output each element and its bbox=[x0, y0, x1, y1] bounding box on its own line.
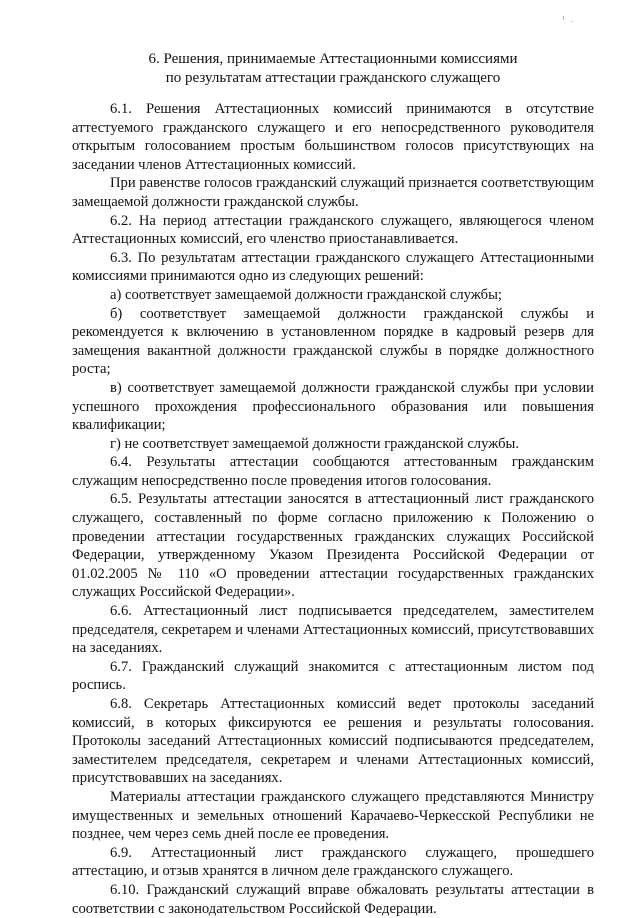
paragraph-6-1: 6.1. Решения Аттестационных комиссий принимаются в отсутствие аттестуемого гражданского служащего и его непосредственного руководителя открытым голосованием простым большинством голосов присутствующих на заседании членов Аттестационных комиссий. bbox=[72, 101, 594, 173]
paragraph-6-8: 6.8. Секретарь Аттестационных комиссий ведет протоколы заседаний комиссий, в которых фиксируются ее решения и результаты голосования. Протоколы заседаний Аттестационных комиссий подписываются председателем, заместителем председателя, секретарем и членами Аттестационных комиссий, присутствовавших на заседаниях. bbox=[72, 696, 594, 787]
paragraph-6-6: 6.6. Аттестационный лист подписывается председателем, заместителем председателя, секретарем и членами Аттестационных комиссий, присутствовавших на заседаниях. bbox=[72, 603, 594, 657]
heading-line-1: 6. Решения, принимаемые Аттестационными комиссиями bbox=[148, 51, 518, 67]
paragraph-6-10: 6.10. Гражданский служащий вправе обжаловать результаты аттестации в соответствии с законодательством Российской Федерации. bbox=[72, 881, 594, 917]
paragraph-materials: Материалы аттестации гражданского служащего представляются Министру имущественных и земельных отношений Карачаево-Черкесской Республики не позднее, чем через семь дней после ее проведения. bbox=[72, 788, 594, 843]
paragraph-6-5: 6.5. Результаты аттестации заносятся в аттестационный лист гражданского служащего, составленный по форме согласно приложению к Положению о проведении аттестации государственных гражданских служащих Российской Федерации, утвержденному Указом Президента Российской Федерации от 01.02.2005 № 110 «О проведении аттестации государственных гражданских служащих Российской Федерации». bbox=[72, 491, 594, 601]
document-body bbox=[72, 100, 594, 918]
paragraph-tie-vote: При равенстве голосов гражданский служащий признается соответствующим замещаемой должности гражданской службы. bbox=[72, 175, 594, 210]
paragraph-6-4: 6.4. Результаты аттестации сообщаются аттестованным гражданским служащим непосредственно после проведения итогов голосования. bbox=[72, 454, 594, 489]
paragraph-6-2: 6.2. На период аттестации гражданского служащего, являющегося членом Аттестационных комиссий, его членство приостанавливается. bbox=[72, 212, 594, 248]
paragraph-6-3: 6.3. По результатам аттестации гражданского служащего Аттестационными комиссиями принимаются одно из следующих решений: bbox=[72, 249, 594, 285]
paragraph-item-g: г) не соответствует замещаемой должности гражданской службы. bbox=[110, 435, 519, 452]
paragraph-item-b: б) соответствует замещаемой должности гражданской службы и рекомендуется к включению в установленном порядке в кадровый резерв для замещения вакантной должности гражданской службы в порядке должностного роста; bbox=[72, 305, 594, 378]
corner-mark: ¹ . bbox=[562, 14, 576, 24]
paragraph-item-a: а) соответствует замещаемой должности гражданской службы; bbox=[110, 286, 502, 303]
heading-line-2: по результатам аттестации гражданского служащего bbox=[165, 70, 501, 86]
paragraph-6-9: 6.9. Аттестационный лист гражданского служащего, прошедшего аттестацию, и отзыв хранятся в личном деле гражданского служащего. bbox=[72, 844, 594, 880]
paragraph-6-7: 6.7. Гражданский служащий знакомится с аттестационным листом под роспись. bbox=[72, 658, 594, 694]
paragraph-item-v: в) соответствует замещаемой должности гражданской службы при условии успешного прохождения профессионального образования или повышения квалификации; bbox=[72, 379, 594, 434]
section-heading bbox=[72, 50, 594, 88]
